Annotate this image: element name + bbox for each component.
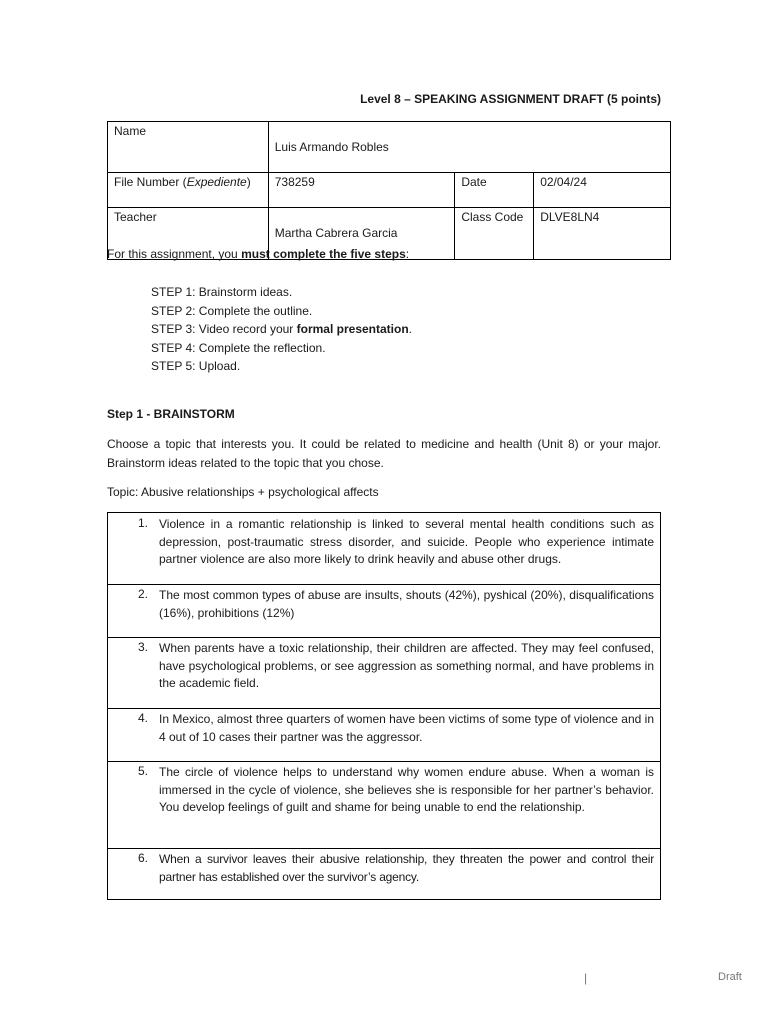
step-4: STEP 4: Complete the reflection. — [151, 340, 326, 355]
list-item — [108, 637, 660, 709]
step-3 — [151, 320, 412, 339]
class-code-label: Class Code — [455, 208, 534, 260]
step-3-bold: formal presentation — [296, 322, 409, 337]
document-title: Level 8 – SPEAKING ASSIGNMENT DRAFT (5 points) — [360, 92, 661, 106]
footer-separator: | — [584, 971, 588, 985]
intro-prefix: For this assignment, you — [107, 247, 242, 261]
student-info-table — [107, 121, 671, 260]
item-number: 1. — [137, 516, 148, 530]
file-number-value: 738259 — [268, 173, 455, 208]
intro-suffix: : — [405, 247, 410, 261]
brainstorm-table — [107, 512, 661, 900]
item-text: The most common types of abuse are insults, shouts (42%), pyshical (20%), disqualifications (16%), prohibitions (12%) — [159, 588, 654, 620]
name-label: Name — [108, 122, 269, 173]
item-text: The circle of violence helps to understand why women endure abuse. When a woman is immersed in the cycle of violence, she believes she is responsible for her partner’s behavior. You develop feelings of guilt and shame for being unable to end the relationship. — [159, 765, 654, 815]
name-row — [108, 122, 671, 173]
class-code-value: DLVE8LN4 — [534, 208, 671, 260]
item-text: When parents have a toxic relationship, their children are affected. They may feel confused, have psychological problems, or see aggression as something normal, and have problems in the academic field. — [159, 641, 654, 691]
file-number-label — [108, 173, 269, 208]
item-number: 4. — [137, 711, 148, 725]
item-number: 6. — [137, 851, 148, 865]
name-value: Luis Armando Robles — [268, 122, 670, 173]
list-item — [108, 848, 660, 899]
date-label: Date — [455, 173, 534, 208]
file-label-prefix: File Number ( — [114, 175, 187, 189]
step-1: STEP 1: Brainstorm ideas. — [151, 285, 293, 299]
brainstorm-heading: Step 1 - BRAINSTORM — [107, 407, 235, 421]
item-text: Violence in a romantic relationship is linked to several mental health conditions such as depression, post-traumatic stress disorder, and suicide. People who experience intimate partner violence are also more likely to drink heavily and abuse other drugs. — [159, 517, 654, 567]
item-number: 2. — [137, 587, 148, 601]
assignment-intro — [107, 245, 661, 264]
step-5: STEP 5: Upload. — [151, 359, 241, 374]
brainstorm-instructions: Choose a topic that interests you. It could be related to medicine and health (Unit 8) or your major. Brainstorm ideas related to the topic that you chose. — [107, 437, 661, 470]
list-item — [108, 513, 660, 585]
list-item — [108, 584, 660, 638]
item-text: In Mexico, almost three quarters of women have been victims of some type of violence and in 4 out of 10 cases their partner was the aggressor. — [159, 712, 654, 744]
item-number: 5. — [137, 764, 148, 778]
item-text: When a survivor leaves their abusive relationship, they threaten the power and control their partner has established over the survivor’s agency. — [159, 852, 654, 884]
list-item — [108, 708, 660, 762]
file-label-italic: Expediente — [186, 175, 247, 189]
intro-bold: must complete the five steps — [241, 247, 406, 261]
step-3-prefix: STEP 3: Video record your — [151, 322, 297, 337]
topic-line: Topic: Abusive relationships + psychological affects — [107, 485, 379, 499]
file-number-row — [108, 173, 671, 208]
footer-draft-label: Draft — [718, 971, 742, 983]
item-number: 3. — [137, 640, 148, 654]
teacher-label: Teacher — [108, 208, 269, 260]
step-3-suffix: . — [408, 322, 413, 337]
file-label-suffix: ) — [246, 175, 251, 189]
steps-list — [151, 283, 412, 376]
list-item — [108, 761, 660, 849]
step-2: STEP 2: Complete the outline. — [151, 303, 313, 318]
teacher-value: Martha Cabrera Garcia — [268, 208, 455, 260]
date-value: 02/04/24 — [534, 173, 671, 208]
